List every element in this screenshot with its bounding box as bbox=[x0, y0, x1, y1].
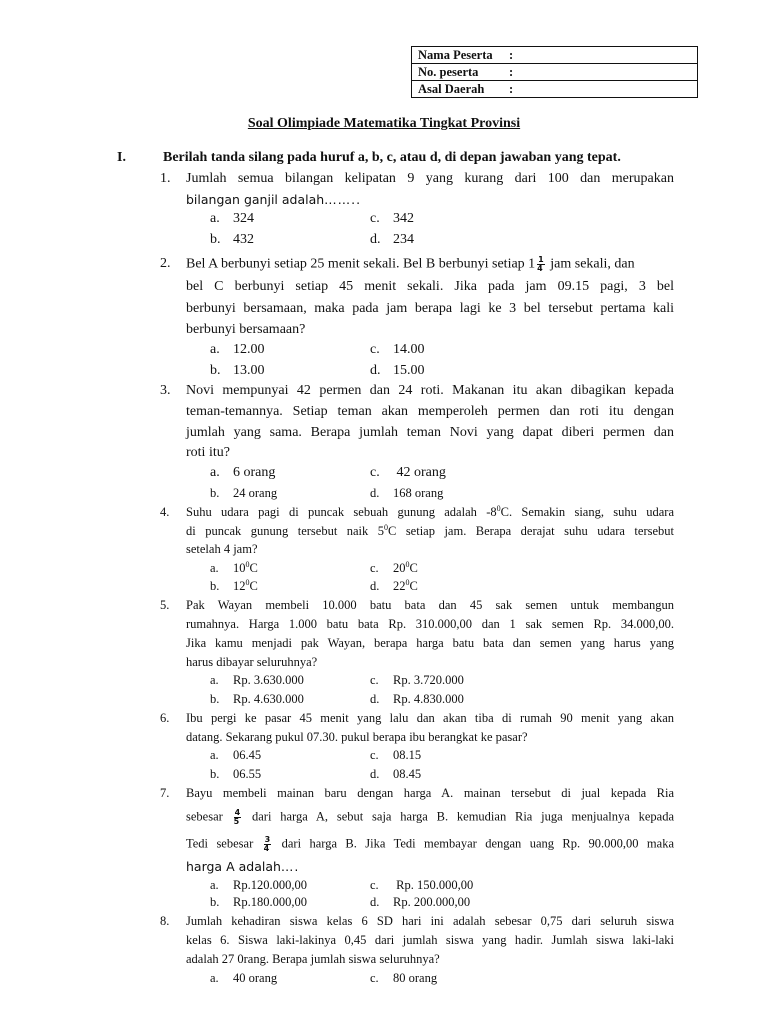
option-unit: C bbox=[409, 561, 418, 575]
answer-option bbox=[370, 971, 437, 986]
option-text: Rp.120.000,00 bbox=[233, 878, 307, 892]
participant-name-colon: : bbox=[509, 48, 514, 62]
answer-option bbox=[370, 748, 421, 763]
answer-option bbox=[370, 692, 464, 707]
option-letter: a. bbox=[210, 748, 219, 762]
question-text bbox=[186, 836, 674, 853]
option-text: 80 orang bbox=[393, 971, 438, 985]
question-text-part: C. Semakin siang, suhu udara bbox=[500, 505, 675, 519]
fraction-numerator: 3 bbox=[264, 835, 271, 844]
answer-option bbox=[210, 895, 307, 910]
question-text: Pak Wayan membeli 10.000 batu bata dan 45 sak semen untuk membangun bbox=[186, 598, 674, 612]
answer-option bbox=[210, 971, 277, 986]
answer-option bbox=[210, 232, 254, 248]
question-text-part: bilangan ganjil adalah bbox=[186, 192, 325, 207]
fraction-numerator: 1 bbox=[538, 255, 544, 264]
option-text: Rp. 150.000,00 bbox=[393, 878, 474, 892]
option-text: 10 bbox=[233, 561, 246, 575]
option-text: Rp. 4.830.000 bbox=[393, 692, 464, 706]
question-text: adalah 27 0rang. Berapa jumlah siswa seluruhnya? bbox=[186, 952, 440, 966]
option-letter: a. bbox=[210, 878, 219, 892]
answer-option bbox=[210, 748, 261, 763]
option-text: 08.45 bbox=[393, 767, 422, 781]
option-letter: a. bbox=[210, 465, 220, 480]
answer-option bbox=[210, 878, 307, 893]
question-text: Ibu pergi ke pasar 45 menit yang lalu dan akan tiba di rumah 90 menit yang akan bbox=[186, 711, 674, 725]
option-letter: b. bbox=[210, 692, 220, 706]
option-unit: C bbox=[249, 561, 258, 575]
option-text: Rp. 4.630.000 bbox=[233, 692, 304, 706]
degree-sign: 0 bbox=[405, 577, 410, 587]
option-letter: c. bbox=[370, 673, 379, 687]
option-letter: d. bbox=[370, 232, 381, 247]
answer-option bbox=[370, 232, 414, 248]
answer-option bbox=[370, 561, 418, 576]
option-letter: d. bbox=[370, 895, 380, 909]
question-number: 2. bbox=[160, 256, 171, 271]
option-letter: c. bbox=[370, 561, 379, 575]
participant-name-label: Nama Peserta bbox=[418, 48, 493, 62]
fraction-denominator: 4 bbox=[263, 844, 270, 853]
answer-option bbox=[210, 673, 304, 688]
participant-number-row bbox=[412, 64, 697, 81]
option-text: 324 bbox=[233, 211, 254, 226]
participant-region-colon: : bbox=[509, 82, 514, 96]
question-text-part: Bel A berbunyi setiap 25 menit sekali. Bel B berbunyi setiap 1 bbox=[186, 256, 536, 272]
question-text: berbunyi bersamaan, maka pada jam berapa lagi ke 3 bel tersebut pertama kali bbox=[186, 301, 674, 316]
fraction bbox=[264, 836, 272, 853]
fraction-denominator: 5 bbox=[233, 817, 240, 826]
option-text: 20 bbox=[393, 561, 406, 575]
fraction-numerator: 4 bbox=[234, 808, 241, 817]
option-letter: b. bbox=[210, 895, 220, 909]
answer-option bbox=[370, 767, 421, 782]
answer-option bbox=[370, 579, 418, 594]
option-text: 08.15 bbox=[393, 748, 422, 762]
answer-option bbox=[210, 561, 258, 576]
participant-region-row bbox=[412, 81, 697, 97]
answer-option bbox=[210, 486, 277, 501]
answer-option bbox=[370, 465, 446, 481]
option-letter: b. bbox=[210, 767, 220, 781]
answer-option bbox=[210, 465, 275, 481]
trailing-dots: …….. bbox=[324, 192, 362, 207]
question-text-part: harga A adalah bbox=[186, 859, 281, 874]
question-text: roti itu? bbox=[186, 445, 230, 460]
question-text: Bayu membeli mainan baru dengan harga A. mainan tersebut di jual kepada Ria bbox=[186, 786, 674, 800]
question-number: 4. bbox=[160, 505, 170, 519]
option-letter: d. bbox=[370, 486, 380, 500]
degree-sign: 0 bbox=[384, 522, 389, 532]
section-number: I. bbox=[117, 150, 126, 165]
answer-option bbox=[210, 579, 258, 594]
answer-option bbox=[370, 211, 414, 227]
option-letter: b. bbox=[210, 579, 220, 593]
option-unit: C bbox=[249, 579, 258, 593]
question-number: 1. bbox=[160, 171, 171, 186]
question-text-part: jam sekali, dan bbox=[550, 256, 635, 272]
question-number: 3. bbox=[160, 383, 171, 398]
degree-sign: 0 bbox=[245, 577, 250, 587]
question-number: 5. bbox=[160, 598, 170, 612]
answer-option bbox=[210, 342, 265, 358]
option-text: 12 bbox=[233, 579, 246, 593]
question-text: kelas 6. Siswa laki-lakinya 0,45 dari jumlah siswa yang hadir. Jumlah siswa laki-laki bbox=[186, 933, 674, 947]
fraction-denominator: 4 bbox=[537, 264, 543, 273]
option-text: 13.00 bbox=[233, 363, 265, 378]
question-number: 6. bbox=[160, 711, 170, 725]
question-text: Jumlah semua bilangan kelipatan 9 yang kurang dari 100 dan merupakan bbox=[186, 171, 674, 186]
option-letter: c. bbox=[370, 878, 379, 892]
question-text: datang. Sekarang pukul 07.30. pukul berapa ibu berangkat ke pasar? bbox=[186, 730, 528, 744]
answer-option bbox=[370, 342, 425, 358]
option-text: Rp. 3.630.000 bbox=[233, 673, 304, 687]
question-text: rumahnya. Harga 1.000 batu bata Rp. 310.000,00 dan 1 sak semen Rp. 34.000,00. bbox=[186, 617, 674, 631]
question-text: setelah 4 jam? bbox=[186, 542, 258, 556]
question-text: bel C berbunyi setiap 45 menit sekali. Jika pada jam 09.15 pagi, 3 bel bbox=[186, 279, 674, 294]
question-text bbox=[186, 256, 674, 273]
degree-sign: 0 bbox=[245, 559, 250, 569]
answer-option bbox=[370, 878, 473, 893]
answer-option bbox=[210, 363, 265, 379]
participant-region-label: Asal Daerah bbox=[418, 82, 485, 96]
option-text: Rp. 3.720.000 bbox=[393, 673, 464, 687]
option-letter: a. bbox=[210, 211, 220, 226]
option-unit: C bbox=[409, 579, 418, 593]
question-text bbox=[186, 809, 674, 826]
option-letter: c. bbox=[370, 465, 380, 480]
option-text: 15.00 bbox=[393, 363, 425, 378]
option-text: 06.55 bbox=[233, 767, 262, 781]
fraction bbox=[234, 809, 242, 826]
option-letter: a. bbox=[210, 342, 220, 357]
question-text: berbunyi bersamaan? bbox=[186, 322, 306, 337]
option-text: 14.00 bbox=[393, 342, 425, 357]
question-text: Jumlah kehadiran siswa kelas 6 SD hari ini adalah sebesar 0,75 dari seluruh siswa bbox=[186, 914, 674, 928]
question-text-part: Suhu udara pagi di puncak sebuah gunung adalah -8 bbox=[186, 505, 497, 519]
answer-option bbox=[210, 692, 304, 707]
question-text: Jika kamu menjadi pak Wayan, berapa harga batu bata dan semen yang harus yang bbox=[186, 636, 674, 650]
question-number: 8. bbox=[160, 914, 170, 928]
option-letter: d. bbox=[370, 363, 381, 378]
question-text bbox=[186, 192, 674, 207]
option-text: 234 bbox=[393, 232, 414, 247]
question-number: 7. bbox=[160, 786, 170, 800]
question-text-part: C setiap jam. Berapa derajat suhu udara tersebut bbox=[388, 524, 674, 538]
option-letter: b. bbox=[210, 232, 221, 247]
participant-number-label: No. peserta bbox=[418, 65, 479, 79]
question-text-part: dari harga B. Jika Tedi membayar dengan uang Rp. 90.000,00 maka bbox=[281, 836, 674, 851]
question-text: Novi mempunyai 42 permen dan 24 roti. Makanan itu akan dibagikan kepada bbox=[186, 383, 674, 398]
degree-sign: 0 bbox=[405, 559, 410, 569]
option-letter: d. bbox=[370, 767, 380, 781]
option-letter: a. bbox=[210, 561, 219, 575]
participant-info-box bbox=[411, 46, 698, 98]
fraction bbox=[537, 256, 545, 273]
option-letter: a. bbox=[210, 673, 219, 687]
question-text-part: di puncak gunung tersebut naik 5 bbox=[186, 524, 385, 538]
option-text: Rp.180.000,00 bbox=[233, 895, 307, 909]
question-text-part: Tedi sebesar bbox=[186, 836, 254, 851]
question-text-part: dari harga A, sebut saja harga B. kemudian Ria juga menjualnya kepada bbox=[252, 809, 675, 824]
question-text: teman-temannya. Setiap teman akan memperoleh permen dan roti itu dengan bbox=[186, 404, 674, 419]
answer-option bbox=[210, 767, 261, 782]
option-text: Rp. 200.000,00 bbox=[393, 895, 471, 909]
answer-option bbox=[210, 211, 254, 227]
option-letter: d. bbox=[370, 692, 380, 706]
option-text: 06.45 bbox=[233, 748, 262, 762]
question-text bbox=[186, 524, 674, 539]
page-title: Soal Olimpiade Matematika Tingkat Provinsi bbox=[247, 116, 521, 131]
option-text: 12.00 bbox=[233, 342, 265, 357]
question-text bbox=[186, 859, 674, 874]
option-text: 432 bbox=[233, 232, 254, 247]
option-text: 342 bbox=[393, 211, 414, 226]
option-letter: c. bbox=[370, 748, 379, 762]
question-text: harus dibayar seluruhnya? bbox=[186, 655, 318, 669]
section-instruction: Berilah tanda silang pada huruf a, b, c, atau d, di depan jawaban yang tepat. bbox=[163, 150, 621, 165]
participant-name-row bbox=[412, 47, 697, 64]
option-text: 40 orang bbox=[233, 971, 278, 985]
answer-option bbox=[370, 895, 470, 910]
option-text: 168 orang bbox=[393, 486, 444, 500]
question-text bbox=[186, 505, 674, 520]
option-letter: a. bbox=[210, 971, 219, 985]
option-letter: b. bbox=[210, 486, 220, 500]
option-text: 42 orang bbox=[393, 465, 446, 480]
answer-option bbox=[370, 486, 443, 501]
option-letter: c. bbox=[370, 971, 379, 985]
answer-option bbox=[370, 363, 425, 379]
participant-number-colon: : bbox=[509, 65, 514, 79]
option-letter: c. bbox=[370, 342, 380, 357]
question-text-part: sebesar bbox=[186, 809, 223, 824]
answer-option bbox=[370, 673, 464, 688]
option-text: 22 bbox=[393, 579, 406, 593]
question-text: jumlah yang sama. Berapa jumlah teman Novi yang dapat diberi permen dan bbox=[186, 425, 674, 440]
option-letter: b. bbox=[210, 363, 221, 378]
option-letter: d. bbox=[370, 579, 380, 593]
option-text: 6 orang bbox=[233, 465, 276, 480]
option-text: 24 orang bbox=[233, 486, 278, 500]
trailing-dots: …. bbox=[280, 859, 300, 874]
option-letter: c. bbox=[370, 211, 380, 226]
degree-sign: 0 bbox=[496, 503, 501, 513]
